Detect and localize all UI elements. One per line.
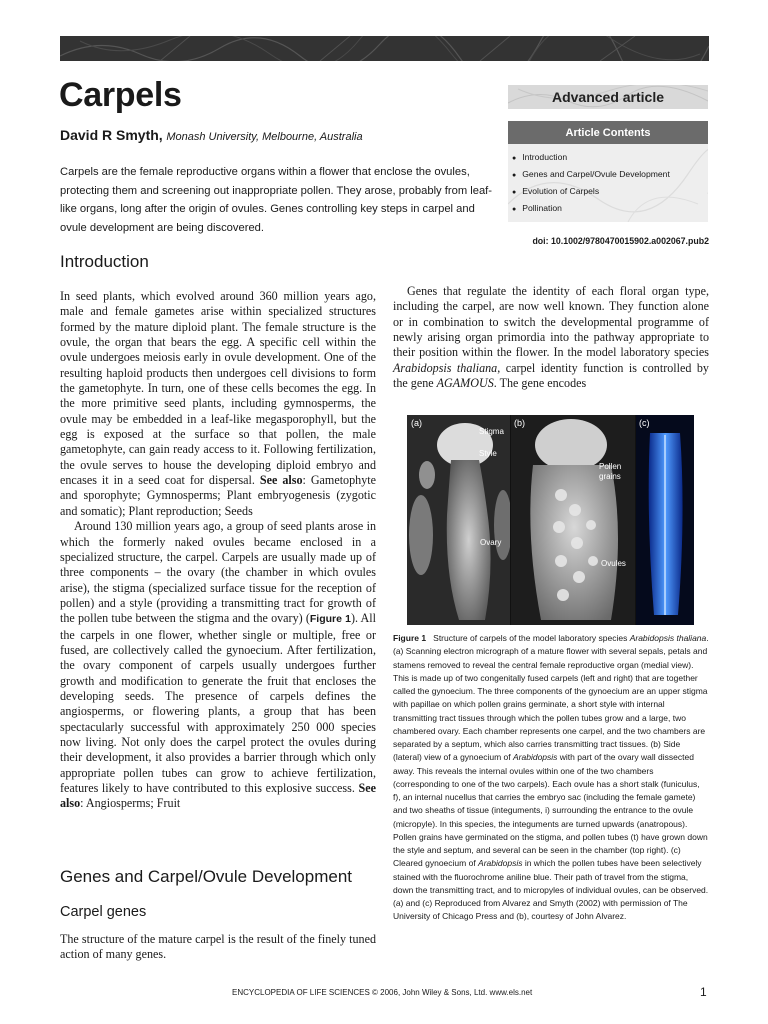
intro-paragraph-1: In seed plants, which evolved around 360 million years ago, male and female gametes arise within specialized structures formed by the mature diploid plant. The female structure is the ovule, the organ that bears the egg. A specific cell within the ovule undergoes meiosis early in ovule development. One of the resulting haploid products then undergoes cell divisions to form the gametophyte. In turn, one of these cells becomes the egg. In the more primitive seed plants, including gymnosperms, the ovule may be embedded in a leaf-like megasporophyll, but the egg is exposed at the surface so that pollen, the male gametophyte, can gain ready access to it. Following fertilization, the ovule serves to house the developing diploid embryo and encases it in a seed coat for dispersal. See also: Gametophyte and sporophyte; Gymnosperms; Plant embryogenesis (zygotic and somatic); Plant reproduction; Seeds <box>60 289 376 518</box>
heading-genes-carpel-ovule: Genes and Carpel/Ovule Development <box>60 867 352 886</box>
see-also-refs[interactable]: : Gametophyte and sporophyte; Gymnosperms; Plant embryogenesis (zygotic and somatic); Plant reproduction; Seeds <box>60 473 376 518</box>
label-style: Style <box>479 449 497 458</box>
author-affiliation: Monash University, Melbourne, Australia <box>166 131 363 143</box>
contents-item-evolution[interactable]: ● Evolution of Carpels <box>512 184 708 201</box>
see-also-label: See also <box>259 473 303 488</box>
fluorescence-illustration <box>636 415 694 625</box>
doi[interactable]: doi: 10.1002/9780470015902.a002067.pub2 <box>532 236 709 246</box>
panel-a-label: (a) <box>411 418 422 428</box>
footer-text: ENCYCLOPEDIA OF LIFE SCIENCES © 2006, John Wiley & Sons, Ltd. www.els.net <box>232 988 533 997</box>
figure-1-ref[interactable]: Figure 1 <box>309 613 351 626</box>
subheading-carpel-genes: Carpel genes <box>60 904 147 920</box>
right-column-paragraph: Genes that regulate the identity of each floral organ type, including the carpel, are now well known. They function alone or in combination to switch the developmental programme of newly arising organ primordia into the pathway appropriate to their position within the flower. In the model laboratory species Arabidopsis thaliana, carpel identity function is controlled by the gene AGAMOUS. The gene encodes <box>393 284 709 391</box>
species-name: Arabidopsis thaliana <box>393 360 498 375</box>
contents-item-pollination[interactable]: ● Pollination <box>512 201 708 218</box>
contents-item-genes[interactable]: ● Genes and Carpel/Ovule Development <box>512 167 708 184</box>
figure-panel-b <box>511 415 635 625</box>
abstract: Carpels are the female reproductive organs within a flower that enclose the ovules, protecting them and screening out inappropriate pollen. They arose, probably from leaf-like organs, long after the origin of ovules. Genes controlling key steps in carpel and ovule development are being discovered. <box>60 166 493 234</box>
gene-name: AGAMOUS <box>436 376 494 391</box>
article-title: Carpels <box>59 76 182 114</box>
author-name: David R Smyth, <box>60 127 163 143</box>
contents-header: Article Contents <box>508 121 708 144</box>
see-also-refs[interactable]: : Angiosperms; Fruit <box>80 796 181 811</box>
see-also-label: See also <box>60 781 376 811</box>
genes-paragraph-1: The structure of the mature carpel is the result of the finely tuned action of many genes. <box>60 932 376 962</box>
figure-1-caption: Figure 1 Structure of carpels of the model laboratory species Arabidopsis thaliana. (a) Scanning electron micrograph of a mature flower with several sepals, petals and stamens removed to reveal the central female reproductive organ (medial view). This is made up of two congenitally fused carpels (left and right) that are together called the gynoecium. The three components of the gynoecium are an upper stigma with papillae on which pollen grains germinate, a short style with internal transmitting tract tissues through which the pollen tubes grow and a large, two chambered ovary. Each chamber represents one carpel, and the two chambers are separated by a septum, which also carries transmitting tract tissues. (b) Side (lateral) view of a gynoecium of Arabidopsis with part of the ovary wall dissected away. This reveals the internal ovules within one of the two chambers (corresponding to one of the two carpels). Each ovule has a short stalk (funiculus, f), an internal nucellus that carries the embryo sac (including the female gamete) and two sheaths of tissue (integuments, i) surrounding the entrance to the ovule (micropyle). In this species, the integuments are turned upwards (anatropous). Pollen grains have germinated on the stigma, and pollen tubes (t) have grown down the style and septum, and several can be seen in the chamber (top right). (c) Cleared gynoecium of Arabidopsis in which the pollen tubes have been selectively stained with the fluorochrome aniline blue. Their path of travel from the stigma, down the transmitting tract, and to micropyles of individual ovules, can be observed. (a) and (c) Reproduced from Alvarez and Smyth (2002) with permission of The University of Chicago Press and (b), courtesy of John Alvarez. <box>393 633 709 922</box>
sem-flower-illustration <box>407 415 510 625</box>
header-swirl-pattern <box>60 36 709 61</box>
figure-panel-a <box>407 415 510 625</box>
article-type-label: Advanced article <box>551 89 665 105</box>
byline <box>60 127 363 143</box>
label-pollen-grains: Pollen grains <box>599 462 622 481</box>
header-decorative-bar <box>60 36 709 61</box>
panel-c-label: (c) <box>639 418 650 428</box>
intro-paragraph-2: Around 130 million years ago, a group of seed plants arose in which the formerly naked ovules became enclosed in a specialized structure, the carpel. Carpels are usually made up of three components – the ovary (the chamber in which ovules arise), the stigma (specialized surface tissue for the reception of pollen) and a style (providing a transmitting tract for growth of the pollen tube between the stigma and the ovary) (Figure 1). All the carpels in one flower, whether single or multiple, free or fused, are collectively called the gynoecium. After fertilization, the ovary component of carpels usually undergoes further growth and modification to generate the fruit that encloses the developing seeds. The presence of carpels defines the angiosperms, or flowering plants, a group that has been spectacularly successful with approximately 250 000 species now living. Not only does the carpel protect the ovules during their development, it also provides a barrier through which only appropriate pollen tubes can grow to achieve fertilization, features likely to have contributed to this explosive success. See also: Angiosperms; Fruit <box>60 519 376 811</box>
contents-list <box>508 144 708 218</box>
contents-box <box>508 144 708 222</box>
figure-1-image <box>407 415 694 625</box>
panel-b-label: (b) <box>514 418 525 428</box>
article-type-badge <box>508 85 708 109</box>
sem-ovules-illustration <box>511 415 635 625</box>
label-ovary: Ovary <box>480 538 502 547</box>
label-stigma: Stigma <box>479 427 504 436</box>
contents-item-introduction[interactable]: ● Introduction <box>512 150 708 167</box>
figure-panel-c <box>636 415 694 625</box>
left-column <box>60 289 376 812</box>
page-number: 1 <box>700 985 707 999</box>
heading-introduction: Introduction <box>60 252 149 271</box>
caption-label: Figure 1 <box>393 633 427 643</box>
label-ovules: Ovules <box>601 559 626 568</box>
